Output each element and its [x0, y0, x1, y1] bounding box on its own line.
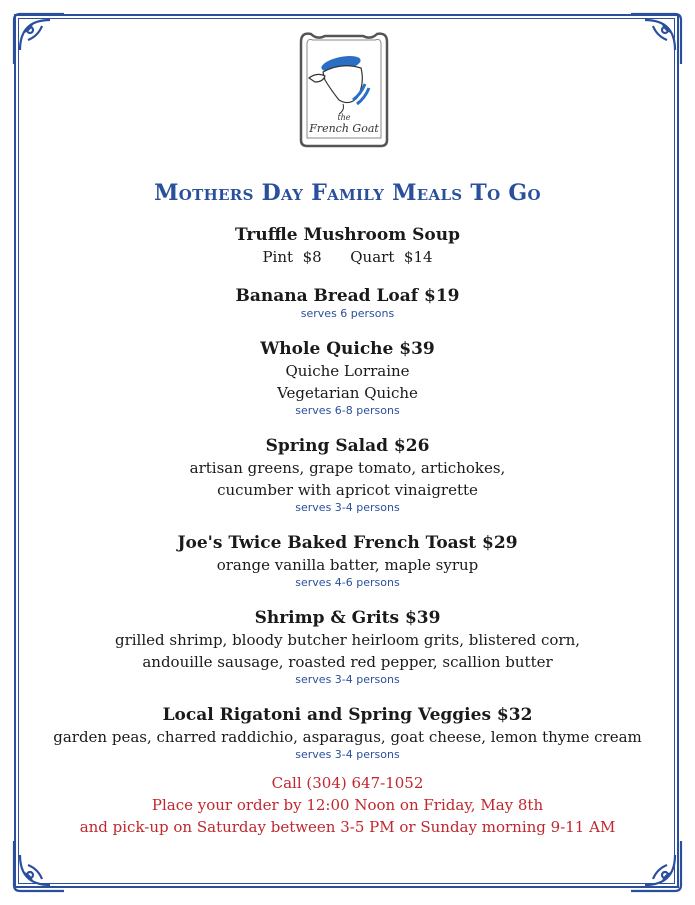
item-serves: serves 6 persons — [300, 307, 395, 320]
menu-item — [40, 704, 655, 762]
french-goat-logo — [295, 28, 393, 150]
phone-number: Call (304) 647-1052 — [271, 774, 424, 792]
menu-title: Mothers Day Family Meals To Go — [154, 180, 541, 206]
item-description: cucumber with apricot vinaigrette — [217, 481, 478, 499]
item-name: Joe's Twice Baked French Toast $29 — [177, 533, 518, 553]
item-description: Vegetarian Quiche — [277, 384, 418, 402]
item-serves: serves 4-6 persons — [295, 576, 400, 589]
menu-item — [40, 532, 655, 590]
logo-text-name: French Goat — [309, 122, 379, 135]
item-description: andouille sausage, roasted red pepper, scallion butter — [142, 653, 553, 671]
item-name: Spring Salad $26 — [265, 436, 430, 456]
menu-item — [40, 435, 655, 515]
menu-item — [40, 338, 655, 418]
item-name: Truffle Mushroom Soup — [235, 225, 460, 245]
corner-ornament-top-left — [10, 10, 68, 68]
menu-item — [40, 607, 655, 687]
logo-text-the: the — [337, 113, 351, 122]
item-description: grilled shrimp, bloody butcher heirloom grits, blistered corn, — [114, 631, 580, 649]
corner-ornament-bottom-right — [627, 837, 685, 895]
item-description: artisan greens, grape tomato, artichokes, — [189, 459, 506, 477]
item-serves: serves 3-4 persons — [295, 673, 400, 686]
item-serves: serves 3-4 persons — [295, 501, 400, 514]
item-serves: serves 6-8 persons — [295, 404, 400, 417]
order-info — [40, 772, 655, 838]
corner-ornament-top-right — [627, 10, 685, 68]
item-description: Pint $8 Quart $14 — [262, 248, 433, 266]
item-description: garden peas, charred raddichio, asparagus, goat cheese, lemon thyme cream — [53, 728, 642, 746]
menu-item — [40, 224, 655, 268]
order-deadline: Place your order by 12:00 Noon on Friday, May 8th — [151, 796, 544, 814]
item-name: Banana Bread Loaf $19 — [235, 286, 460, 306]
item-description: orange vanilla batter, maple syrup — [216, 556, 479, 574]
menu-item — [40, 285, 655, 321]
menu-content — [40, 176, 655, 838]
item-name: Shrimp & Grits $39 — [254, 608, 441, 628]
item-name: Local Rigatoni and Spring Veggies $32 — [162, 705, 533, 725]
pickup-times: and pick-up on Saturday between 3-5 PM or Sunday morning 9-11 AM — [79, 818, 616, 836]
item-name: Whole Quiche $39 — [260, 339, 435, 359]
item-description: Quiche Lorraine — [285, 362, 410, 380]
item-serves: serves 3-4 persons — [295, 748, 400, 761]
corner-ornament-bottom-left — [10, 837, 68, 895]
